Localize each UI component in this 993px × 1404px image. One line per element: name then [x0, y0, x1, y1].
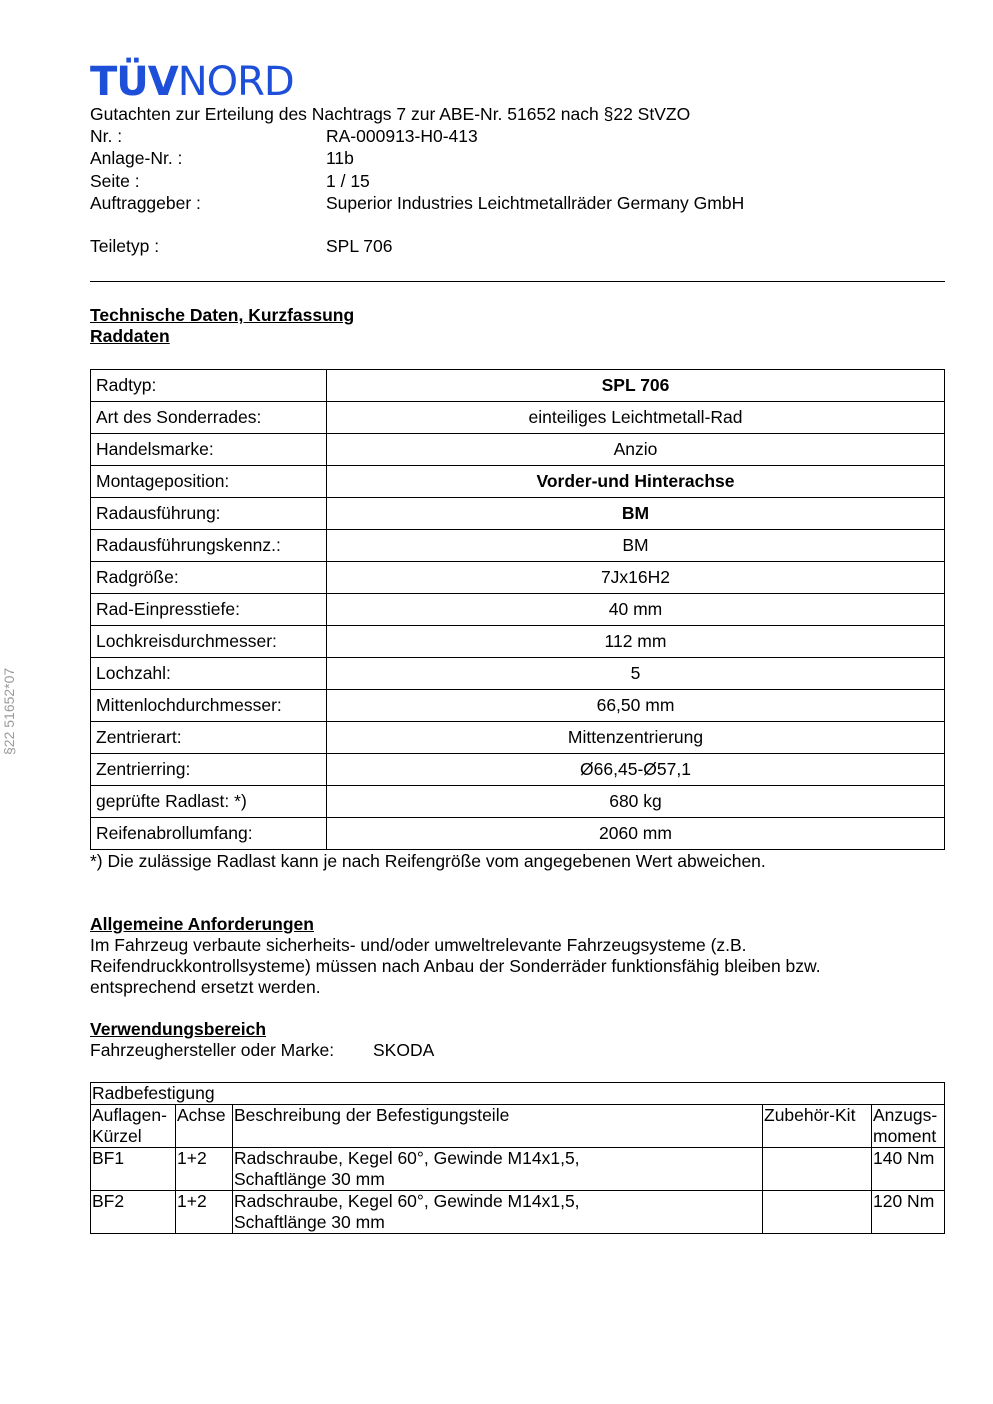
table-header-row [91, 1105, 945, 1148]
section-heading-allgemein: Allgemeine Anforderungen [90, 914, 314, 934]
desc-line: Schaftlänge 30 mm [234, 1169, 385, 1189]
table-title-row [91, 1083, 945, 1105]
row-label: Reifenabrollumfang: [91, 818, 327, 850]
row-value: 66,50 mm [327, 690, 945, 722]
cell-beschreibung [233, 1148, 763, 1191]
header-divider [90, 281, 945, 282]
meta-label: Nr. : [90, 126, 123, 146]
row-value: BM [327, 498, 945, 530]
table-row [91, 1148, 945, 1191]
table-row [91, 370, 945, 402]
header-anzugsmoment [872, 1105, 945, 1148]
header-kuerzel-line: Kürzel [92, 1126, 142, 1146]
row-label: Radausführungskennz.: [91, 530, 327, 562]
row-label: Zentrierart: [91, 722, 327, 754]
cell-kuerzel: BF1 [91, 1148, 176, 1191]
meta-label: Auftraggeber : [90, 193, 201, 213]
footnote: *) Die zulässige Radlast kann je nach Reifengröße vom angegebenen Wert abweichen. [90, 851, 766, 871]
cell-achse: 1+2 [176, 1148, 233, 1191]
meta-value: 1 / 15 [326, 171, 370, 191]
cell-anzugsmoment: 120 Nm [872, 1191, 945, 1234]
header-moment-line: Anzugs- [873, 1105, 938, 1125]
header-kuerzel [91, 1105, 176, 1148]
cell-kuerzel: BF2 [91, 1191, 176, 1234]
desc-line: Radschraube, Kegel 60°, Gewinde M14x1,5, [234, 1148, 580, 1168]
table-row [91, 594, 945, 626]
row-value: einteiliges Leichtmetall-Rad [327, 402, 945, 434]
table-row [91, 722, 945, 754]
table-row [91, 1191, 945, 1234]
raddaten-table [90, 369, 945, 850]
row-value: 5 [327, 658, 945, 690]
table-row [91, 754, 945, 786]
verwendung-value: SKODA [373, 1040, 435, 1060]
section-subheading-raddaten: Raddaten [90, 326, 170, 346]
header-beschreibung: Beschreibung der Befestigungsteile [233, 1105, 763, 1148]
row-value: 2060 mm [327, 818, 945, 850]
row-label: Radausführung: [91, 498, 327, 530]
row-label: Radtyp: [91, 370, 327, 402]
row-value: Anzio [327, 434, 945, 466]
row-value: Vorder-und Hinterachse [327, 466, 945, 498]
row-label: Rad-Einpresstiefe: [91, 594, 327, 626]
row-value: BM [327, 530, 945, 562]
row-label: Lochzahl: [91, 658, 327, 690]
radbefestigung-table [90, 1082, 945, 1234]
table-row [91, 626, 945, 658]
header-kuerzel-line: Auflagen- [92, 1105, 167, 1125]
table-row [91, 562, 945, 594]
meta-label: Seite : [90, 171, 140, 191]
document-title: Gutachten zur Erteilung des Nachtrags 7 zur ABE-Nr. 51652 nach §22 StVZO [90, 104, 691, 124]
cell-achse: 1+2 [176, 1191, 233, 1234]
row-value: 680 kg [327, 786, 945, 818]
meta-value: RA-000913-H0-413 [326, 126, 478, 146]
row-value: Mittenzentrierung [327, 722, 945, 754]
row-value: 40 mm [327, 594, 945, 626]
allgemein-line: Reifendruckkontrollsysteme) müssen nach Anbau der Sonderräder funktionsfähig bleiben bzw. [90, 956, 821, 976]
tuv-nord-logo [90, 59, 294, 105]
table-row [91, 498, 945, 530]
table-row [91, 658, 945, 690]
side-reference-note: §22 51652*07 [1, 667, 17, 755]
desc-line: Schaftlänge 30 mm [234, 1212, 385, 1232]
cell-zubehoer-kit [763, 1191, 872, 1234]
cell-anzugsmoment: 140 Nm [872, 1148, 945, 1191]
table-row [91, 690, 945, 722]
row-value: 112 mm [327, 626, 945, 658]
row-value: SPL 706 [327, 370, 945, 402]
allgemein-line: Im Fahrzeug verbaute sicherheits- und/oder umweltrelevante Fahrzeugsysteme (z.B. [90, 935, 747, 955]
meta-label: Anlage-Nr. : [90, 148, 183, 168]
header-achse: Achse [176, 1105, 233, 1148]
row-label: Mittenlochdurchmesser: [91, 690, 327, 722]
table-row [91, 818, 945, 850]
row-label: Art des Sonderrades: [91, 402, 327, 434]
meta-value: SPL 706 [326, 236, 393, 256]
cell-beschreibung [233, 1191, 763, 1234]
meta-value: Superior Industries Leichtmetallräder Germany GmbH [326, 193, 745, 213]
logo-part-tuv: TÜV [90, 59, 178, 105]
table-row [91, 530, 945, 562]
row-label: Radgröße: [91, 562, 327, 594]
verwendung-label: Fahrzeughersteller oder Marke: [90, 1040, 335, 1060]
row-label: geprüfte Radlast: *) [91, 786, 327, 818]
meta-value: 11b [326, 148, 354, 168]
table-row [91, 402, 945, 434]
table-row [91, 786, 945, 818]
allgemein-line: entsprechend ersetzt werden. [90, 977, 321, 997]
row-label: Handelsmarke: [91, 434, 327, 466]
row-value: Ø66,45-Ø57,1 [327, 754, 945, 786]
row-label: Zentrierring: [91, 754, 327, 786]
section-heading-verwendung: Verwendungsbereich [90, 1019, 267, 1039]
row-value: 7Jx16H2 [327, 562, 945, 594]
header-moment-line: moment [873, 1126, 937, 1146]
row-label: Lochkreisdurchmesser: [91, 626, 327, 658]
logo-part-nord: NORD [177, 59, 294, 105]
meta-label: Teiletyp : [90, 236, 160, 256]
table-row [91, 434, 945, 466]
header-zubehoer-kit: Zubehör-Kit [763, 1105, 872, 1148]
table-row [91, 466, 945, 498]
desc-line: Radschraube, Kegel 60°, Gewinde M14x1,5, [234, 1191, 580, 1211]
cell-zubehoer-kit [763, 1148, 872, 1191]
section-heading-technik: Technische Daten, Kurzfassung [90, 305, 355, 325]
table-title: Radbefestigung [91, 1083, 945, 1105]
row-label: Montageposition: [91, 466, 327, 498]
